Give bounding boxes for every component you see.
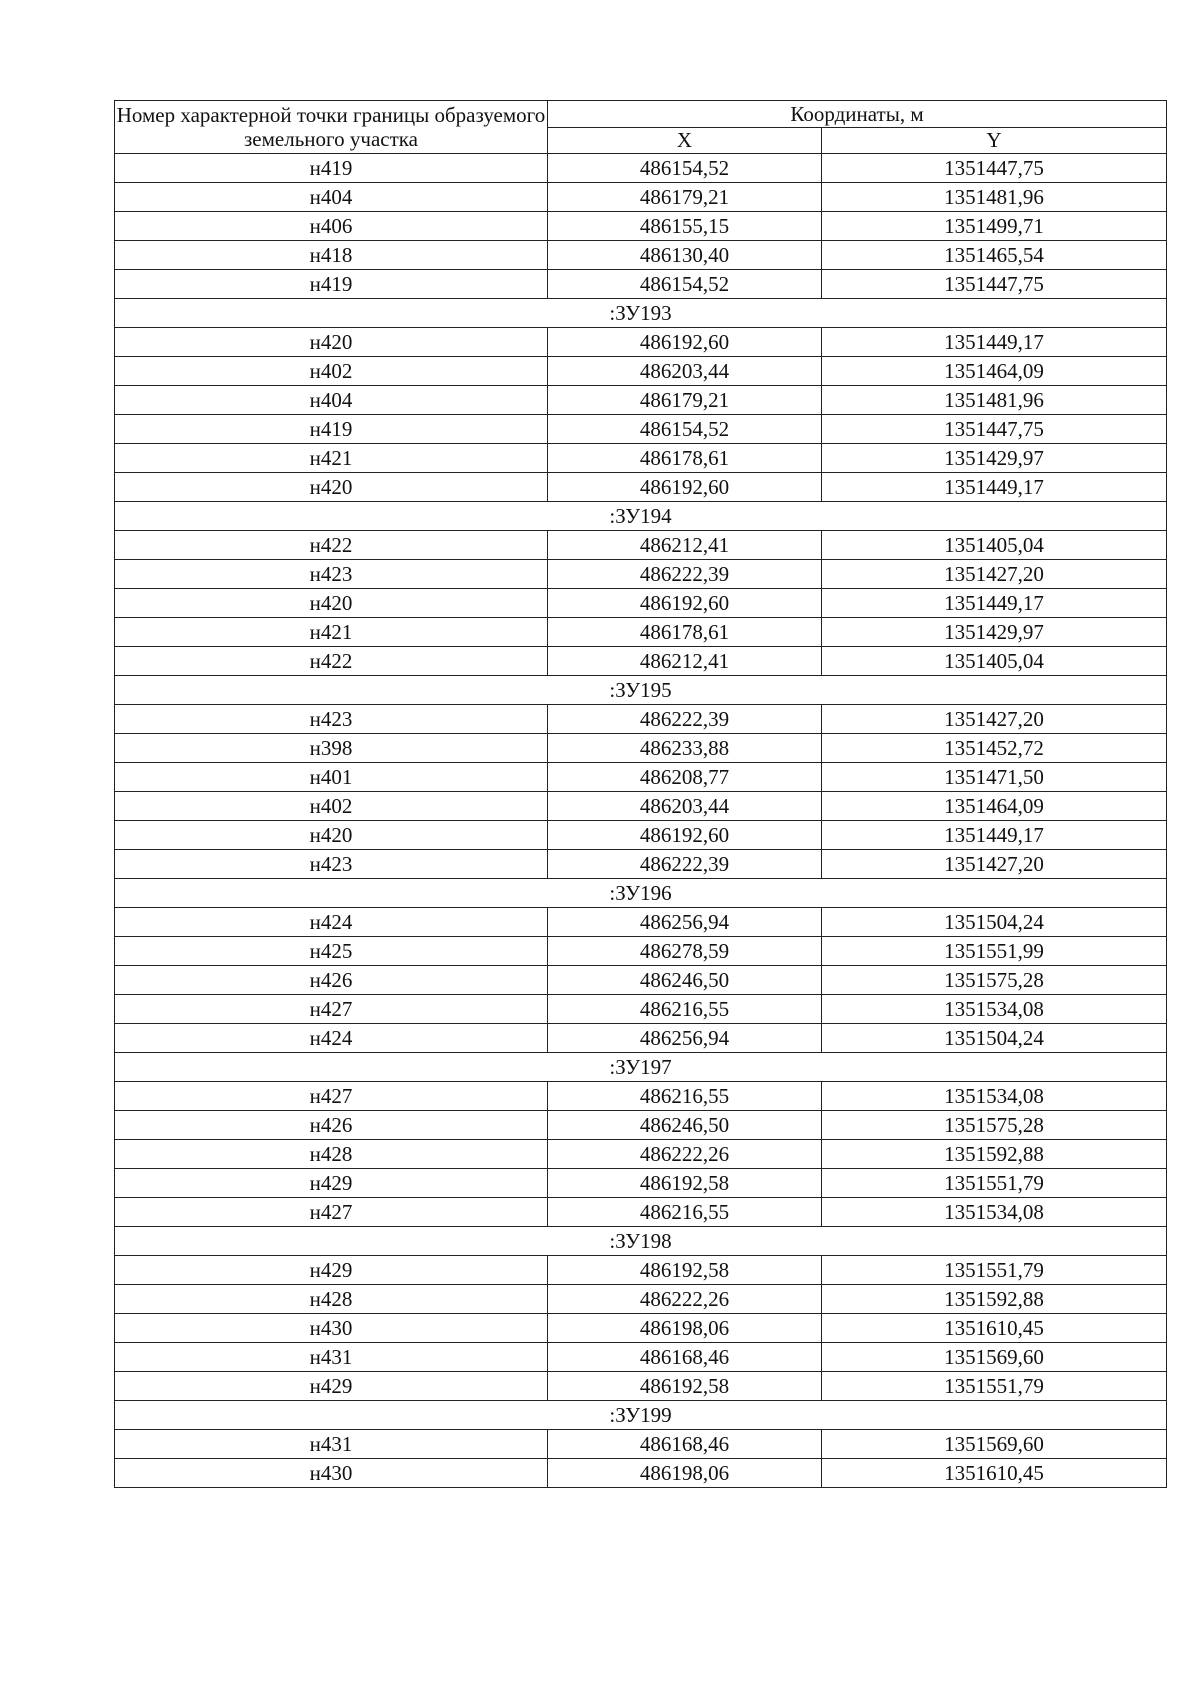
x-coordinate-cell: 486130,40: [548, 241, 822, 270]
y-coordinate-cell: 1351481,96: [822, 386, 1167, 415]
y-coordinate-cell: 1351427,20: [822, 705, 1167, 734]
point-number-cell: н426: [115, 1111, 548, 1140]
point-number-cell: н420: [115, 328, 548, 357]
table-row: [115, 386, 1167, 415]
y-coordinate-cell: 1351481,96: [822, 183, 1167, 212]
table-row: [115, 1372, 1167, 1401]
x-coordinate-cell: 486198,06: [548, 1314, 822, 1343]
table-row: [115, 966, 1167, 995]
y-coordinate-cell: 1351405,04: [822, 531, 1167, 560]
table-row: [115, 1024, 1167, 1053]
table-row: [115, 1111, 1167, 1140]
y-coordinate-cell: 1351465,54: [822, 241, 1167, 270]
point-number-cell: н427: [115, 1198, 548, 1227]
y-coordinate-cell: 1351534,08: [822, 995, 1167, 1024]
section-row: [115, 1053, 1167, 1082]
table-row: [115, 560, 1167, 589]
table-row: [115, 473, 1167, 502]
y-coordinate-cell: 1351429,97: [822, 618, 1167, 647]
y-coordinate-cell: 1351447,75: [822, 154, 1167, 183]
x-coordinate-cell: 486203,44: [548, 357, 822, 386]
x-coordinate-cell: 486192,58: [548, 1169, 822, 1198]
table-row: [115, 1169, 1167, 1198]
point-number-cell: н429: [115, 1256, 548, 1285]
y-coordinate-cell: 1351504,24: [822, 908, 1167, 937]
point-number-cell: н420: [115, 821, 548, 850]
table-row: [115, 183, 1167, 212]
x-coordinate-cell: 486192,60: [548, 821, 822, 850]
point-number-cell: н427: [115, 1082, 548, 1111]
y-coordinate-cell: 1351471,50: [822, 763, 1167, 792]
x-coordinate-cell: 486178,61: [548, 618, 822, 647]
y-coordinate-cell: 1351447,75: [822, 270, 1167, 299]
y-coordinate-cell: 1351405,04: [822, 647, 1167, 676]
y-coordinate-cell: 1351449,17: [822, 328, 1167, 357]
x-coordinate-cell: 486179,21: [548, 183, 822, 212]
y-coordinate-cell: 1351551,99: [822, 937, 1167, 966]
point-number-cell: н429: [115, 1372, 548, 1401]
table-row: [115, 154, 1167, 183]
x-coordinate-cell: 486168,46: [548, 1430, 822, 1459]
point-number-cell: н431: [115, 1430, 548, 1459]
table-row: [115, 1198, 1167, 1227]
section-title: :ЗУ196: [115, 879, 1167, 908]
y-coordinate-cell: 1351534,08: [822, 1082, 1167, 1111]
table-row: [115, 850, 1167, 879]
y-coordinate-cell: 1351610,45: [822, 1314, 1167, 1343]
coordinates-table: [114, 100, 1167, 1488]
x-coordinate-cell: 486256,94: [548, 1024, 822, 1053]
point-number-cell: н428: [115, 1285, 548, 1314]
table-row: [115, 212, 1167, 241]
point-number-cell: н422: [115, 647, 548, 676]
x-column-header: X: [548, 127, 822, 154]
coordinates-header: Координаты, м: [548, 101, 1167, 128]
y-coordinate-cell: 1351592,88: [822, 1140, 1167, 1169]
x-coordinate-cell: 486208,77: [548, 763, 822, 792]
y-coordinate-cell: 1351452,72: [822, 734, 1167, 763]
point-number-cell: н419: [115, 154, 548, 183]
point-number-cell: н431: [115, 1343, 548, 1372]
y-coordinate-cell: 1351569,60: [822, 1343, 1167, 1372]
table-row: [115, 1459, 1167, 1488]
y-coordinate-cell: 1351427,20: [822, 850, 1167, 879]
table-row: [115, 531, 1167, 560]
point-number-cell: н430: [115, 1459, 548, 1488]
x-coordinate-cell: 486216,55: [548, 1082, 822, 1111]
point-number-cell: н423: [115, 705, 548, 734]
section-row: [115, 1227, 1167, 1256]
x-coordinate-cell: 486198,06: [548, 1459, 822, 1488]
x-coordinate-cell: 486222,26: [548, 1140, 822, 1169]
x-coordinate-cell: 486154,52: [548, 270, 822, 299]
table-row: [115, 647, 1167, 676]
point-number-cell: н418: [115, 241, 548, 270]
section-title: :ЗУ199: [115, 1401, 1167, 1430]
x-coordinate-cell: 486212,41: [548, 531, 822, 560]
table-row: [115, 415, 1167, 444]
point-number-cell: н401: [115, 763, 548, 792]
coordinates-document: [114, 100, 1166, 1488]
point-number-cell: н427: [115, 995, 548, 1024]
point-number-cell: н428: [115, 1140, 548, 1169]
section-row: [115, 502, 1167, 531]
point-number-cell: н402: [115, 792, 548, 821]
table-row: [115, 1256, 1167, 1285]
x-coordinate-cell: 486222,39: [548, 560, 822, 589]
x-coordinate-cell: 486178,61: [548, 444, 822, 473]
x-coordinate-cell: 486212,41: [548, 647, 822, 676]
x-coordinate-cell: 486168,46: [548, 1343, 822, 1372]
x-coordinate-cell: 486192,60: [548, 473, 822, 502]
table-row: [115, 908, 1167, 937]
y-coordinate-cell: 1351427,20: [822, 560, 1167, 589]
table-row: [115, 1343, 1167, 1372]
table-header: [115, 101, 1167, 154]
x-coordinate-cell: 486154,52: [548, 154, 822, 183]
x-coordinate-cell: 486222,39: [548, 705, 822, 734]
x-coordinate-cell: 486203,44: [548, 792, 822, 821]
y-coordinate-cell: 1351551,79: [822, 1169, 1167, 1198]
table-row: [115, 1082, 1167, 1111]
point-number-cell: н404: [115, 183, 548, 212]
y-coordinate-cell: 1351551,79: [822, 1256, 1167, 1285]
point-number-cell: н419: [115, 415, 548, 444]
table-row: [115, 444, 1167, 473]
point-number-cell: н423: [115, 850, 548, 879]
point-number-cell: н420: [115, 473, 548, 502]
y-coordinate-cell: 1351464,09: [822, 792, 1167, 821]
point-number-cell: н420: [115, 589, 548, 618]
table-row: [115, 1314, 1167, 1343]
y-coordinate-cell: 1351429,97: [822, 444, 1167, 473]
table-row: [115, 763, 1167, 792]
point-number-cell: н424: [115, 1024, 548, 1053]
x-coordinate-cell: 486192,58: [548, 1372, 822, 1401]
x-coordinate-cell: 486246,50: [548, 966, 822, 995]
section-title: :ЗУ194: [115, 502, 1167, 531]
point-number-cell: н419: [115, 270, 548, 299]
table-row: [115, 357, 1167, 386]
point-number-cell: н406: [115, 212, 548, 241]
point-number-cell: н422: [115, 531, 548, 560]
point-number-cell: н421: [115, 618, 548, 647]
point-number-cell: н429: [115, 1169, 548, 1198]
y-coordinate-cell: 1351447,75: [822, 415, 1167, 444]
table-row: [115, 705, 1167, 734]
y-coordinate-cell: 1351449,17: [822, 589, 1167, 618]
x-coordinate-cell: 486233,88: [548, 734, 822, 763]
point-number-cell: н424: [115, 908, 548, 937]
point-number-cell: н426: [115, 966, 548, 995]
x-coordinate-cell: 486246,50: [548, 1111, 822, 1140]
point-number-cell: н421: [115, 444, 548, 473]
table-row: [115, 792, 1167, 821]
y-coordinate-cell: 1351464,09: [822, 357, 1167, 386]
y-coordinate-cell: 1351499,71: [822, 212, 1167, 241]
y-coordinate-cell: 1351504,24: [822, 1024, 1167, 1053]
section-title: :ЗУ198: [115, 1227, 1167, 1256]
x-coordinate-cell: 486192,60: [548, 589, 822, 618]
point-number-cell: н425: [115, 937, 548, 966]
y-coordinate-cell: 1351569,60: [822, 1430, 1167, 1459]
section-title: :ЗУ193: [115, 299, 1167, 328]
point-number-header: Номер характерной точки границы образуемого земельного участка: [115, 101, 548, 154]
section-title: :ЗУ197: [115, 1053, 1167, 1082]
x-coordinate-cell: 486278,59: [548, 937, 822, 966]
y-coordinate-cell: 1351449,17: [822, 473, 1167, 502]
table-row: [115, 937, 1167, 966]
table-row: [115, 1140, 1167, 1169]
x-coordinate-cell: 486222,26: [548, 1285, 822, 1314]
table-row: [115, 241, 1167, 270]
table-row: [115, 995, 1167, 1024]
table-row: [115, 618, 1167, 647]
table-body: [115, 154, 1167, 1488]
table-row: [115, 734, 1167, 763]
x-coordinate-cell: 486216,55: [548, 1198, 822, 1227]
y-coordinate-cell: 1351575,28: [822, 966, 1167, 995]
point-number-cell: н398: [115, 734, 548, 763]
x-coordinate-cell: 486216,55: [548, 995, 822, 1024]
y-coordinate-cell: 1351592,88: [822, 1285, 1167, 1314]
point-number-cell: н423: [115, 560, 548, 589]
table-row: [115, 589, 1167, 618]
section-row: [115, 299, 1167, 328]
x-coordinate-cell: 486256,94: [548, 908, 822, 937]
x-coordinate-cell: 486192,60: [548, 328, 822, 357]
section-title: :ЗУ195: [115, 676, 1167, 705]
y-coordinate-cell: 1351551,79: [822, 1372, 1167, 1401]
y-coordinate-cell: 1351575,28: [822, 1111, 1167, 1140]
section-row: [115, 1401, 1167, 1430]
x-coordinate-cell: 486179,21: [548, 386, 822, 415]
table-row: [115, 821, 1167, 850]
section-row: [115, 879, 1167, 908]
y-column-header: Y: [822, 127, 1167, 154]
y-coordinate-cell: 1351449,17: [822, 821, 1167, 850]
x-coordinate-cell: 486155,15: [548, 212, 822, 241]
point-number-cell: н430: [115, 1314, 548, 1343]
x-coordinate-cell: 486154,52: [548, 415, 822, 444]
table-row: [115, 270, 1167, 299]
y-coordinate-cell: 1351610,45: [822, 1459, 1167, 1488]
table-row: [115, 1430, 1167, 1459]
x-coordinate-cell: 486222,39: [548, 850, 822, 879]
y-coordinate-cell: 1351534,08: [822, 1198, 1167, 1227]
point-number-cell: н402: [115, 357, 548, 386]
table-row: [115, 328, 1167, 357]
x-coordinate-cell: 486192,58: [548, 1256, 822, 1285]
table-row: [115, 1285, 1167, 1314]
section-row: [115, 676, 1167, 705]
point-number-cell: н404: [115, 386, 548, 415]
